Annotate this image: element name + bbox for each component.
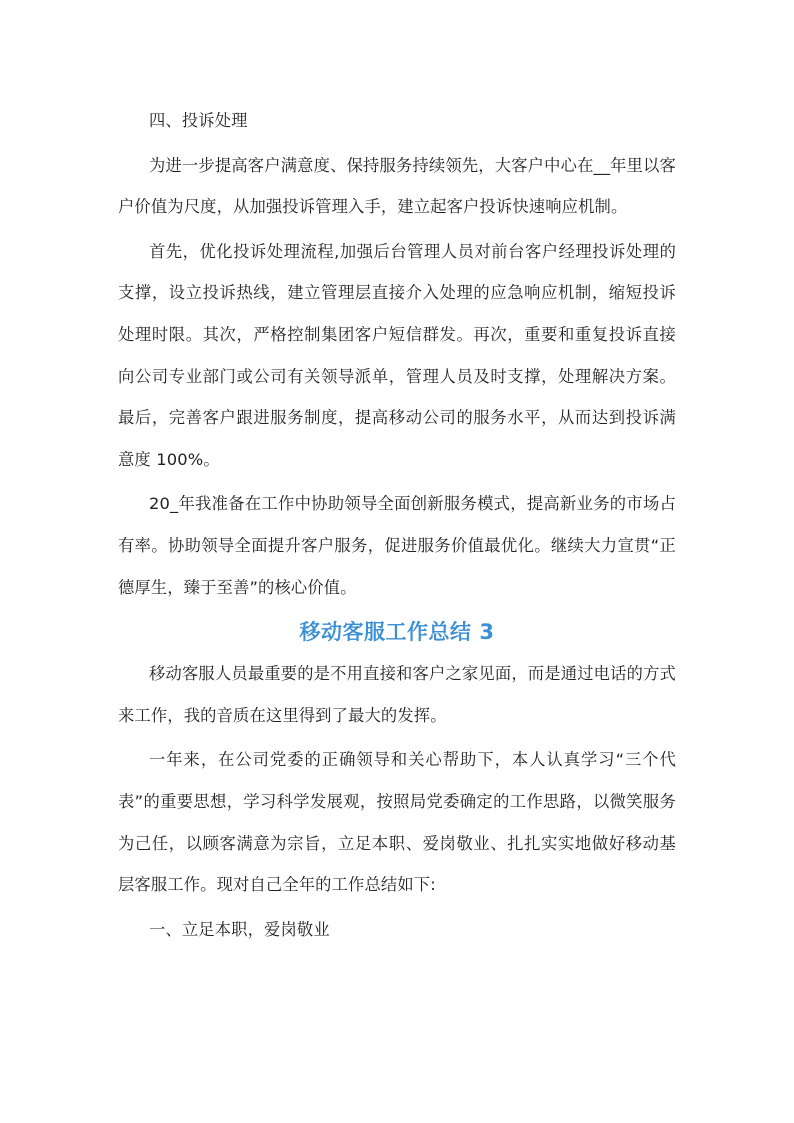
section-title: 移动客服工作总结 3	[299, 620, 495, 645]
document-body	[118, 100, 676, 953]
paragraph: 移动客服人员最重要的是不用直接和客户之家见面，而是通过电话的方式来工作，我的音质在这里得到了最大的发挥。	[118, 664, 676, 725]
paragraph: 为进一步提高客户满意度、保持服务持续领先，大客户中心在__年里以客户价值为尺度，从加强投诉管理入手，建立起客户投诉快速响应机制。	[118, 155, 676, 217]
paragraph: 一年来，在公司党委的正确领导和关心帮助下，本人认真学习“三个代表”的重要思想，学习科学发展观，按照局党委确定的工作思路，以微笑服务为己任，以顾客满意为宗旨，立足本职、爱岗敬业、扎扎实实地做好移动基层客服工作。现对自己全年的工作总结如下:	[118, 750, 676, 895]
section-heading-dedication: 一、立足本职，爱岗敬业	[149, 919, 330, 939]
section-heading-complaint-handling: 四、投诉处理	[149, 111, 248, 130]
paragraph: 首先，优化投诉处理流程,加强后台管理人员对前台客户经理投诉处理的支撑，设立投诉热线，建立管理层直接介入处理的应急响应机制，缩短投诉处理时限。其次，严格控制集团客户短信群发。再次，重要和重复投诉直接向公司专业部门或公司有关领导派单，管理人员及时支撑，处理解决方案。最后，完善客户跟进服务制度，提高移动公司的服务水平，从而达到投诉满意度 100%。	[118, 241, 676, 469]
paragraph: 20_年我准备在工作中协助领导全面创新服务模式，提高新业务的市场占有率。协助领导全面提升客户服务，促进服务价值最优化。继续大力宣贯“正德厚生，臻于至善”的核心价值。	[118, 494, 676, 597]
